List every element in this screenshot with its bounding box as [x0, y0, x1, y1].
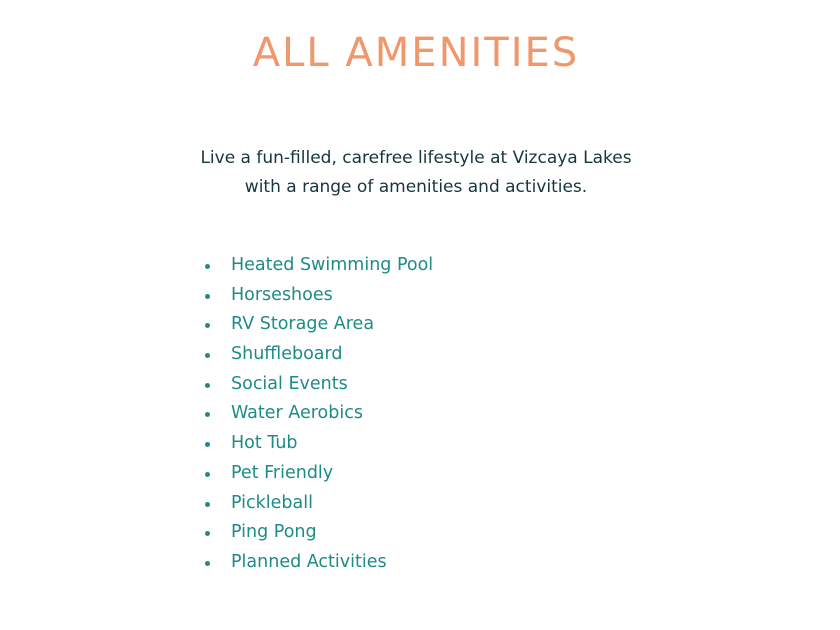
- amenity-label: Shuffleboard: [231, 344, 343, 365]
- amenity-label: RV Storage Area: [231, 314, 375, 335]
- amenity-label: Heated Swimming Pool: [231, 255, 434, 275]
- amenity-label: Pet Friendly: [231, 462, 334, 483]
- page-title: ALL AMENITIES: [252, 30, 580, 76]
- amenity-label: Social Events: [231, 373, 348, 394]
- bullet-icon: [205, 531, 210, 536]
- amenity-item: [205, 518, 433, 548]
- bullet-icon: [205, 264, 210, 269]
- intro-paragraph: Live a fun-filled, carefree lifestyle at Vizcaya Lakes with a range of amenities and activities.: [200, 148, 632, 197]
- bullet-icon: [205, 353, 210, 358]
- bullet-icon: [205, 412, 210, 417]
- bullet-icon: [205, 561, 210, 566]
- amenity-item: [205, 310, 433, 340]
- bullet-icon: [205, 323, 210, 328]
- amenity-item: [205, 281, 433, 311]
- amenity-label: Ping Pong: [231, 522, 317, 543]
- amenity-label: Hot Tub: [231, 433, 298, 454]
- amenity-item: [205, 489, 433, 519]
- amenity-item: [205, 429, 433, 459]
- amenity-item: [205, 459, 433, 489]
- amenity-item: [205, 370, 433, 400]
- bullet-icon: [205, 294, 210, 299]
- bullet-icon: [205, 383, 210, 388]
- amenity-label: Planned Activities: [231, 551, 387, 572]
- bullet-icon: [205, 442, 210, 447]
- bullet-icon: [205, 472, 210, 477]
- amenity-list: [205, 251, 433, 578]
- amenity-label: Water Aerobics: [231, 403, 363, 424]
- amenity-label: Pickleball: [231, 492, 313, 513]
- amenity-item: [205, 340, 433, 370]
- bullet-icon: [205, 502, 210, 507]
- amenity-label: Horseshoes: [231, 284, 333, 305]
- amenity-item: [205, 251, 433, 281]
- amenity-item: [205, 399, 433, 429]
- amenity-item: [205, 548, 433, 578]
